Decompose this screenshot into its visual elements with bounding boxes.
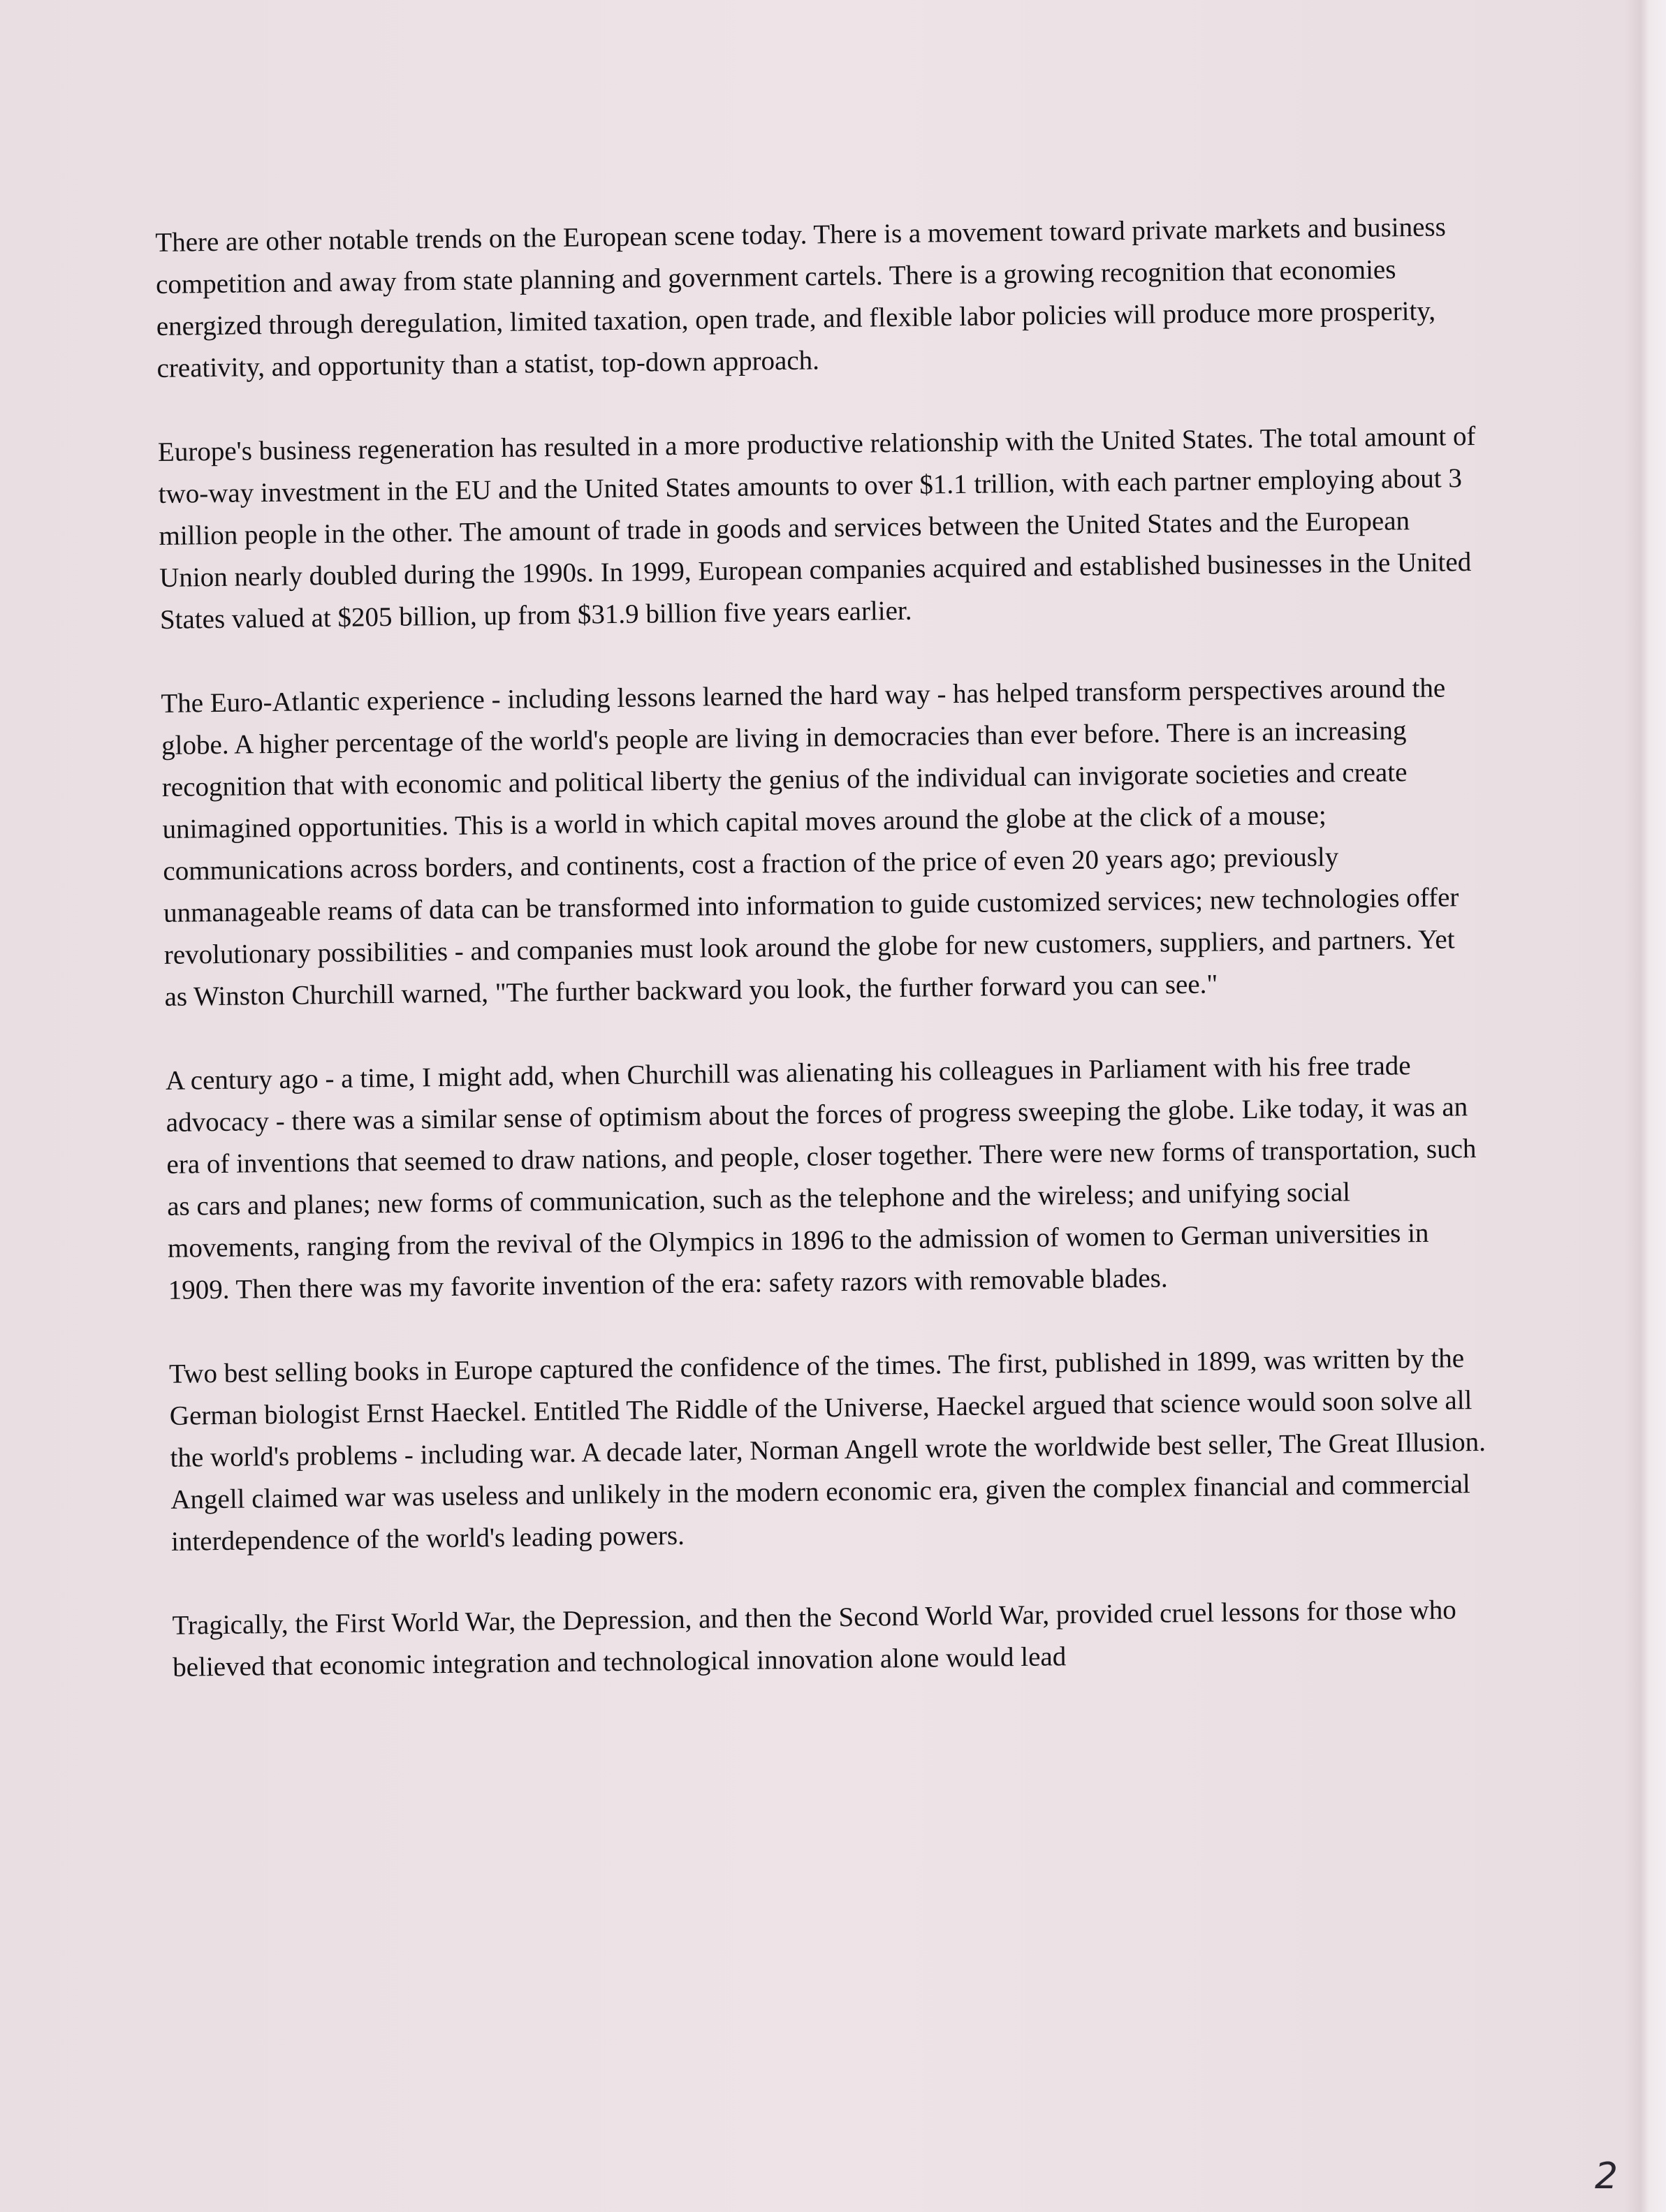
paragraph-business-regeneration: Europe's business regeneration has resulted in a more productive relationship with the United States. The total amount of two-way investment in the EU and the United States amounts to over $1.1 trillion, with each partner employing about 3 million people in the other. The amount of trade in goods and services between the United States and the European Union nearly doubled during the 1990s. In 1999, European companies acquired and established businesses in the United States valued at $205 billion, up from $31.9 billion five years earlier. [157,420,1476,635]
body-text [155,206,1493,1689]
paragraph-euro-atlantic-experience: The Euro-Atlantic experience - including lessons learned the hard way - has helped transform perspectives around the globe. A higher percentage of the world's people are living in democracies than ever before. There is an increasing recognition that with economic and political liberty the genius of the individual can invigorate societies and create unimagined opportunities. This is a world in which capital moves around the globe at the click of a mouse; communications across borders, and continents, cost a fraction of the price of even 20 years ago; previously unmanageable reams of data can be transformed into information to guide customized services; new technologies offer revolutionary possibilities - and companies must look around the globe for new customers, suppliers, and partners. Yet as Winston Churchill warned, "The further backward you look, the further forward you can see." [161,673,1459,1012]
paragraph-trends: There are other notable trends on the European scene today. There is a movement toward private markets and business competition and away from state planning and government cartels. There is a growing recognition that economies energized through deregulation, limited taxation, open trade, and flexible labor policies will produce more prosperity, creativity, and opportunity than a statist, top-down approach. [155,212,1447,383]
page-edge-shadow [1624,0,1666,2212]
page-number: 2 [1595,2155,1618,2197]
paragraph-century-ago: A century ago - a time, I might add, when Churchill was alienating his colleagues in Parliament with his free trade advocacy - there was a similar sense of optimism about the forces of progress sweeping the globe. Like today, it was an era of inventions that seemed to draw nations, and people, closer together. There were new forms of transportation, such as cars and planes; new forms of communication, such as the telephone and the wireless; and unifying social movements, ranging from the revival of the Olympics in 1896 to the admission of women to German universities in 1909. Then there was my favorite invention of the era: safety razors with removable blades. [165,1050,1477,1305]
paragraph-best-selling-books: Two best selling books in Europe captured the confidence of the times. The first, published in 1899, was written by the German biologist Ernst Haeckel. Entitled The Riddle of the Universe, Haeckel argued that science would soon solve all the world's problems - including war. A decade later, Norman Angell wrote the worldwide best seller, The Great Illusion. Angell claimed war was useless and unlikely in the modern economic era, given the complex financial and commercial interdependence of the world's leading powers. [168,1343,1486,1557]
paragraph-tragically: Tragically, the First World War, the Depression, and then the Second World War, provided cruel lessons for those who believed that economic integration and technological innovation alone would lead [172,1595,1456,1683]
